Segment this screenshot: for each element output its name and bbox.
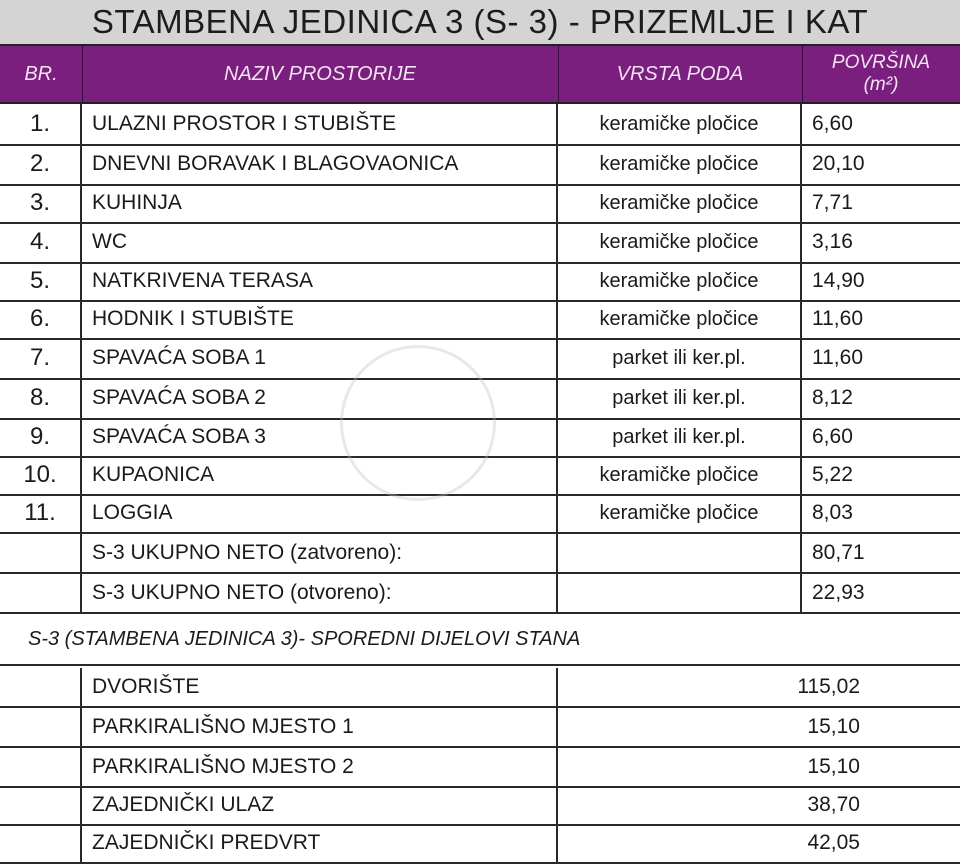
table-row (0, 418, 960, 458)
extra-name: PARKIRALIŠNO MJESTO 1 (82, 708, 558, 746)
floor-type: parket ili ker.pl. (558, 378, 802, 418)
extra-area: 15,10 (807, 715, 860, 738)
room-name: SPAVAĆA SOBA 3 (82, 418, 558, 456)
room-number: 5. (0, 262, 82, 300)
table-row (0, 456, 960, 496)
table-row (0, 144, 960, 186)
room-number: 6. (0, 300, 82, 338)
header-floor: VRSTA PODA (558, 46, 803, 102)
room-number: 8. (0, 378, 82, 418)
table-row (0, 300, 960, 340)
table-title: STAMBENA JEDINICA 3 (S- 3) - PRIZEMLJE I KAT (0, 0, 960, 46)
extra-area: 115,02 (797, 675, 860, 698)
room-name: SPAVAĆA SOBA 2 (82, 378, 558, 418)
room-name: HODNIK I STUBIŠTE (82, 300, 558, 338)
room-number: 7. (0, 338, 82, 378)
table-header-row (0, 46, 960, 104)
table-row (0, 338, 960, 380)
room-name: ULAZNI PROSTOR I STUBIŠTE (82, 104, 558, 144)
extra-blank (0, 786, 82, 824)
room-name: KUPAONICA (82, 456, 558, 494)
floor-type: keramičke pločice (558, 456, 802, 494)
section-title: S-3 (STAMBENA JEDINICA 3)- SPOREDNI DIJELOVI STANA (0, 614, 960, 666)
total-label: S-3 UKUPNO NETO (zatvoreno): (82, 534, 558, 572)
total-area: 22,93 (812, 581, 865, 604)
total-row (0, 574, 960, 614)
room-number: 11. (0, 494, 82, 532)
room-number: 2. (0, 144, 82, 184)
total-floor-blank (558, 574, 802, 612)
floor-type: keramičke pločice (558, 300, 802, 338)
extra-blank (0, 708, 82, 746)
room-name: DNEVNI BORAVAK I BLAGOVAONICA (82, 144, 558, 184)
room-area: 5,22 (812, 463, 853, 486)
header-no: BR. (0, 46, 83, 102)
room-area: 3,16 (812, 230, 853, 253)
extra-row (0, 708, 960, 748)
room-area: 20,10 (812, 152, 865, 175)
extra-blank (0, 748, 82, 786)
table-row (0, 262, 960, 302)
table-row (0, 378, 960, 420)
room-number: 3. (0, 184, 82, 222)
room-area: 14,90 (812, 269, 865, 292)
room-area: 6,60 (812, 112, 853, 135)
room-name: WC (82, 222, 558, 262)
room-name: KUHINJA (82, 184, 558, 222)
room-number: 4. (0, 222, 82, 262)
total-blank (0, 574, 82, 612)
room-number: 9. (0, 418, 82, 456)
extra-name: DVORIŠTE (82, 668, 558, 706)
floor-type: keramičke pločice (558, 144, 802, 184)
extra-blank (0, 668, 82, 706)
total-label: S-3 UKUPNO NETO (otvoreno): (82, 574, 558, 612)
total-blank (0, 534, 82, 572)
room-area: 8,03 (812, 501, 853, 524)
room-area: 11,60 (812, 346, 863, 369)
header-area-unit: (m²) (863, 74, 899, 95)
room-name: LOGGIA (82, 494, 558, 532)
room-area: 6,60 (812, 425, 853, 448)
floor-type: keramičke pločice (558, 184, 802, 222)
extra-row (0, 668, 960, 708)
room-area: 7,71 (812, 191, 853, 214)
header-area (802, 46, 960, 102)
header-area-label: POVRŠINA (831, 52, 931, 73)
extra-row (0, 824, 960, 864)
room-name: NATKRIVENA TERASA (82, 262, 558, 300)
extra-name: ZAJEDNIČKI PREDVRT (82, 824, 558, 862)
extra-row (0, 786, 960, 826)
total-row (0, 534, 960, 574)
extra-name: PARKIRALIŠNO MJESTO 2 (82, 748, 558, 786)
room-area: 11,60 (812, 307, 863, 330)
table-row (0, 184, 960, 224)
header-name: NAZIV PROSTORIJE (82, 46, 559, 102)
floor-type: keramičke pločice (558, 222, 802, 262)
total-floor-blank (558, 534, 802, 572)
floor-type: keramičke pločice (558, 262, 802, 300)
floor-type: parket ili ker.pl. (558, 418, 802, 456)
floor-type: parket ili ker.pl. (558, 338, 802, 378)
extra-area: 42,05 (807, 831, 860, 854)
extra-area: 15,10 (807, 755, 860, 778)
table-row (0, 494, 960, 534)
extra-blank (0, 824, 82, 862)
extra-name: ZAJEDNIČKI ULAZ (82, 786, 558, 824)
floor-type: keramičke pločice (558, 494, 802, 532)
room-area: 8,12 (812, 386, 853, 409)
extra-area: 38,70 (807, 793, 860, 816)
extra-row (0, 748, 960, 788)
total-area: 80,71 (812, 541, 865, 564)
floor-type: keramičke pločice (558, 104, 802, 144)
table-row (0, 222, 960, 264)
room-number: 1. (0, 104, 82, 144)
table-row (0, 104, 960, 146)
room-name: SPAVAĆA SOBA 1 (82, 338, 558, 378)
room-number: 10. (0, 456, 82, 494)
